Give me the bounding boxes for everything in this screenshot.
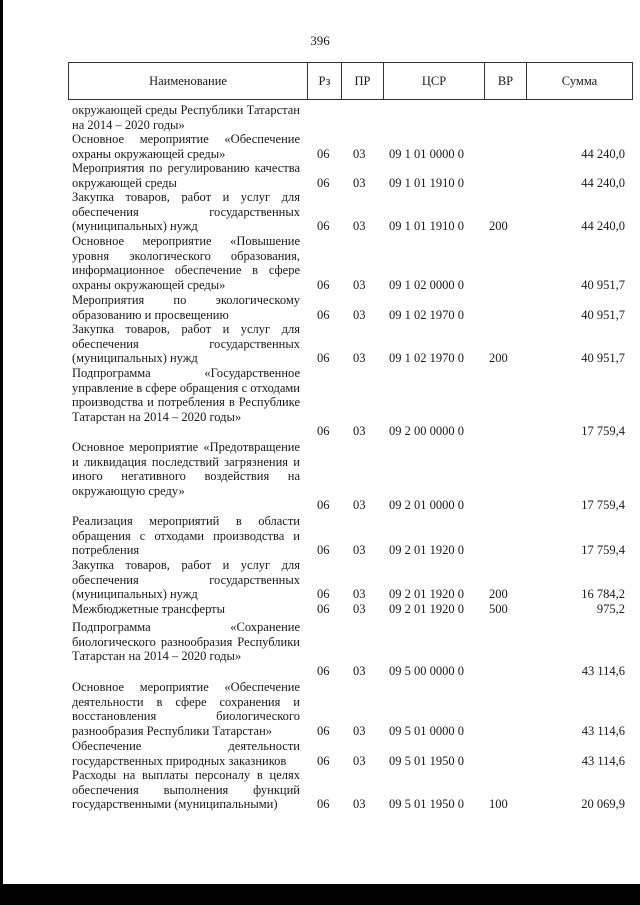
row-name: Подпрограмма «Государственное управление в сфере обращения с отходами производства и потребления в Республике Татарстан на 2014 – 2020 годы» (72, 366, 300, 424)
row-pr: 03 (353, 424, 366, 439)
row-sum: 975,2 (596, 602, 625, 616)
row-vr: 200 (489, 587, 508, 602)
row-pr: 03 (353, 498, 366, 513)
row-name: Межбюджетные трансферты (72, 602, 226, 616)
header-pr: ПР (342, 63, 384, 99)
row-rz: 06 (317, 277, 330, 292)
table-header (68, 62, 633, 100)
row-vr: 100 (489, 797, 508, 812)
row-sum: 44 240,0 (581, 175, 625, 190)
row-csr: 09 2 01 0000 0 (389, 498, 464, 513)
header-sum: Сумма (561, 74, 598, 88)
row-csr: 09 5 00 0000 0 (389, 663, 464, 678)
row-sum: 17 759,4 (581, 543, 625, 558)
row-sum: 40 951,7 (581, 277, 625, 292)
row-rz: 06 (317, 753, 330, 768)
row-csr: 09 1 02 1970 0 (389, 307, 464, 322)
header-csr: ЦСР (384, 63, 485, 99)
row-sum: 44 240,0 (581, 146, 625, 161)
row-pr: 03 (353, 797, 366, 812)
header-rz: Рз (308, 63, 342, 99)
row-csr: 09 5 01 0000 0 (389, 723, 464, 738)
row-vr: 200 (489, 219, 508, 234)
row-csr: 09 1 02 0000 0 (389, 277, 464, 292)
row-pr: 03 (353, 175, 366, 190)
page-number: 396 (310, 33, 330, 48)
row-pr: 03 (353, 753, 366, 768)
row-sum: 44 240,0 (581, 219, 625, 234)
row-rz: 06 (317, 307, 330, 322)
row-rz: 06 (317, 723, 330, 738)
row-name: Закупка товаров, работ и услуг для обеспечения государственных (муниципальных) нужд (72, 190, 300, 234)
row-sum: 43 114,6 (581, 723, 625, 738)
row-csr: 09 2 01 1920 0 (389, 543, 464, 558)
scan-edge-bottom (0, 884, 640, 905)
row-pr: 03 (353, 587, 366, 602)
row-rz: 06 (317, 424, 330, 439)
row-rz: 06 (317, 175, 330, 190)
row-pr: 03 (353, 723, 366, 738)
row-rz: 06 (317, 602, 330, 616)
row-name: Закупка товаров, работ и услуг для обеспечения государственных (муниципальных) нужд (72, 558, 300, 602)
row-name: Обеспечение деятельности государственных природных заказников (72, 739, 300, 768)
row-sum: 43 114,6 (581, 663, 625, 678)
row-vr: 500 (489, 602, 508, 616)
row-sum: 17 759,4 (581, 424, 625, 439)
row-rz: 06 (317, 498, 330, 513)
header-name: Наименование (69, 63, 308, 99)
row-name: Основное мероприятие «Предотвращение и ликвидация последствий загрязнения и иного негативного воздействия на окружающую среду» (72, 440, 300, 498)
row-name: Подпрограмма «Сохранение биологического разнообразия Республики Татарстан на 2014 – 2020 годы» (72, 620, 300, 664)
row-pr: 03 (353, 146, 366, 161)
row-rz: 06 (317, 587, 330, 602)
row-name: Мероприятия по экологическому образованию и просвещению (72, 293, 300, 322)
row-name: Основное мероприятие «Повышение уровня экологического образования, информационное обеспечение в сфере охраны окружающей среды» (72, 234, 300, 292)
row-sum: 40 951,7 (581, 307, 625, 322)
row-sum: 43 114,6 (581, 753, 625, 768)
row-csr: 09 5 01 1950 0 (389, 797, 464, 812)
row-sum: 17 759,4 (581, 498, 625, 513)
row-pr: 03 (353, 219, 366, 234)
row-csr: 09 1 01 1910 0 (389, 175, 464, 190)
scan-edge-left (0, 0, 3, 905)
row-pr: 03 (353, 663, 366, 678)
row-csr: 09 2 00 0000 0 (389, 424, 464, 439)
row-csr: 09 2 01 1920 0 (389, 602, 464, 616)
row-pr: 03 (353, 307, 366, 322)
row-sum: 20 069,9 (581, 797, 625, 812)
row-pr: 03 (353, 277, 366, 292)
row-vr: 200 (489, 351, 508, 366)
row-rz: 06 (317, 219, 330, 234)
row-csr: 09 2 01 1920 0 (389, 587, 464, 602)
row-name: Реализация мероприятий в области обращения с отходами производства и потребления (72, 514, 300, 558)
row-name: Закупка товаров, работ и услуг для обеспечения государственных (муниципальных) нужд (72, 322, 300, 366)
row-sum: 16 784,2 (581, 587, 625, 602)
row-sum: 40 951,7 (581, 351, 625, 366)
row-rz: 06 (317, 146, 330, 161)
row-csr: 09 5 01 1950 0 (389, 753, 464, 768)
row-pr: 03 (353, 602, 366, 616)
row-name: Основное мероприятие «Обеспечение деятельности в сфере сохранения и восстановления биологического разнообразия Республики Татарстан» (72, 680, 300, 738)
row-csr: 09 1 02 1970 0 (389, 351, 464, 366)
row-csr: 09 1 01 0000 0 (389, 146, 464, 161)
row-name: Основное мероприятие «Обеспечение охраны окружающей среды» (72, 132, 300, 161)
row-rz: 06 (317, 543, 330, 558)
row-csr: 09 1 01 1910 0 (389, 219, 464, 234)
row-name: Мероприятия по регулированию качества окружающей среды (72, 161, 300, 190)
row-name: Расходы на выплаты персоналу в целях обеспечения выполнения функций государственными (муниципальными) (72, 768, 300, 812)
row-rz: 06 (317, 351, 330, 366)
row-pr: 03 (353, 543, 366, 558)
header-vr: ВР (485, 63, 527, 99)
row-name: окружающей среды Республики Татарстан на 2014 – 2020 годы» (72, 103, 300, 132)
row-rz: 06 (317, 797, 330, 812)
row-pr: 03 (353, 351, 366, 366)
row-rz: 06 (317, 663, 330, 678)
